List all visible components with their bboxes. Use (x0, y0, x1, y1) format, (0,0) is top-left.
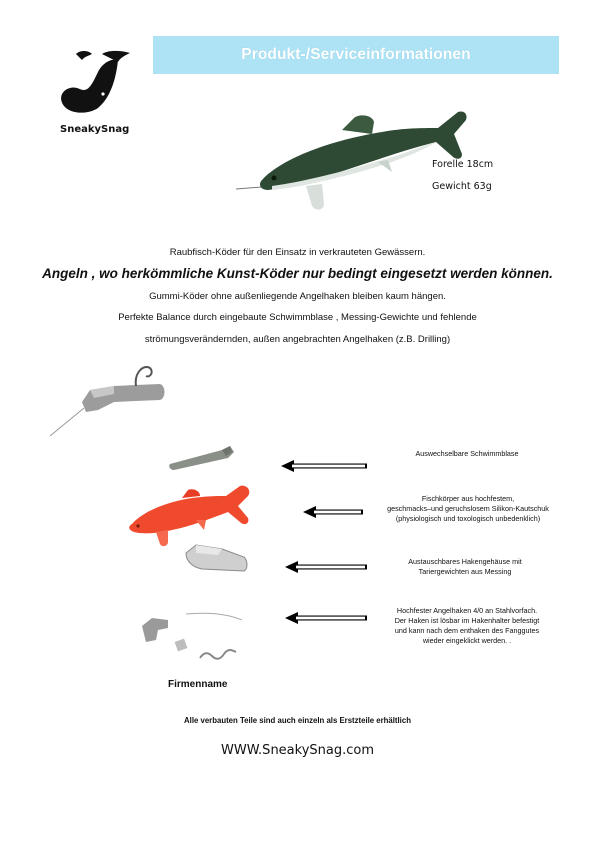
product-model: Forelle 18cm (432, 159, 494, 170)
headline: Angeln , wo herkömmliche Kunst-Köder nur bedingt eingesetzt werden können. (42, 266, 553, 281)
brand-name: SneakySnag (60, 124, 130, 135)
arrow-icon-1 (280, 459, 368, 473)
part-desc-line: Der Haken ist lösbar im Hakenhalter befestigt (394, 616, 540, 625)
intro-text: Raubfisch-Köder für den Einsatz in verkrauteten Gewässern. (169, 247, 426, 258)
arrow-icon-2 (302, 505, 364, 519)
part-desc-fish-body (368, 494, 568, 524)
part-desc-line: und kann nach dem enthaken des Fanggutes (394, 626, 540, 635)
swim-bladder-image (168, 440, 236, 474)
product-weight: Gewicht 63g (432, 181, 492, 192)
part-desc-line: Austauschbares Hakengehäuse mit (408, 557, 522, 566)
trout-lure-image (232, 100, 470, 216)
part-desc-line: wieder eingeklickt werden. . (422, 636, 512, 645)
part-desc-hook (372, 606, 562, 646)
arrow-icon-4 (284, 611, 368, 625)
fish-body-image (126, 484, 258, 548)
hook-housing-with-leader-image (48, 362, 170, 440)
whale-logo-icon (58, 50, 134, 116)
part-desc-line: (physiologisch und toxologisch unbedenklich) (395, 514, 541, 523)
part-desc-line: geschmacks–und geruchslosem Silikon-Kautschuk (387, 504, 549, 513)
hook-housing-image (182, 543, 250, 577)
body-line-3: strömungsverändernden, außen angebrachten Angelhaken (z.B. Drilling) (144, 334, 451, 345)
spare-parts-note: Alle verbauten Teile sind auch einzeln als Erstzteile erhältlich (184, 716, 411, 725)
website-link[interactable]: WWW.SneakySnag.com (220, 743, 375, 758)
part-desc-line: Fischkörper aus hochfestem, (421, 494, 515, 503)
part-desc-swim-bladder (382, 449, 552, 459)
part-desc-line: Auswechselbare Schwimmblase (415, 449, 519, 458)
part-desc-hook-housing (380, 557, 550, 577)
firm-name: Firmenname (168, 679, 228, 690)
hook-parts-image (138, 610, 248, 664)
arrow-icon-3 (284, 560, 368, 574)
part-desc-line: Tariergewichten aus Messing (418, 567, 512, 576)
body-line-1: Gummi-Köder ohne außenliegende Angelhaken bleiben kaum hängen. (149, 291, 446, 302)
page-title: Produkt-/Serviceinformationen (241, 46, 471, 63)
part-desc-line: Hochfester Angelhaken 4/0 an Stahlvorfach. (396, 606, 538, 615)
body-line-2: Perfekte Balance durch eingebaute Schwimmblase , Messing-Gewichte und fehlende (118, 312, 477, 323)
